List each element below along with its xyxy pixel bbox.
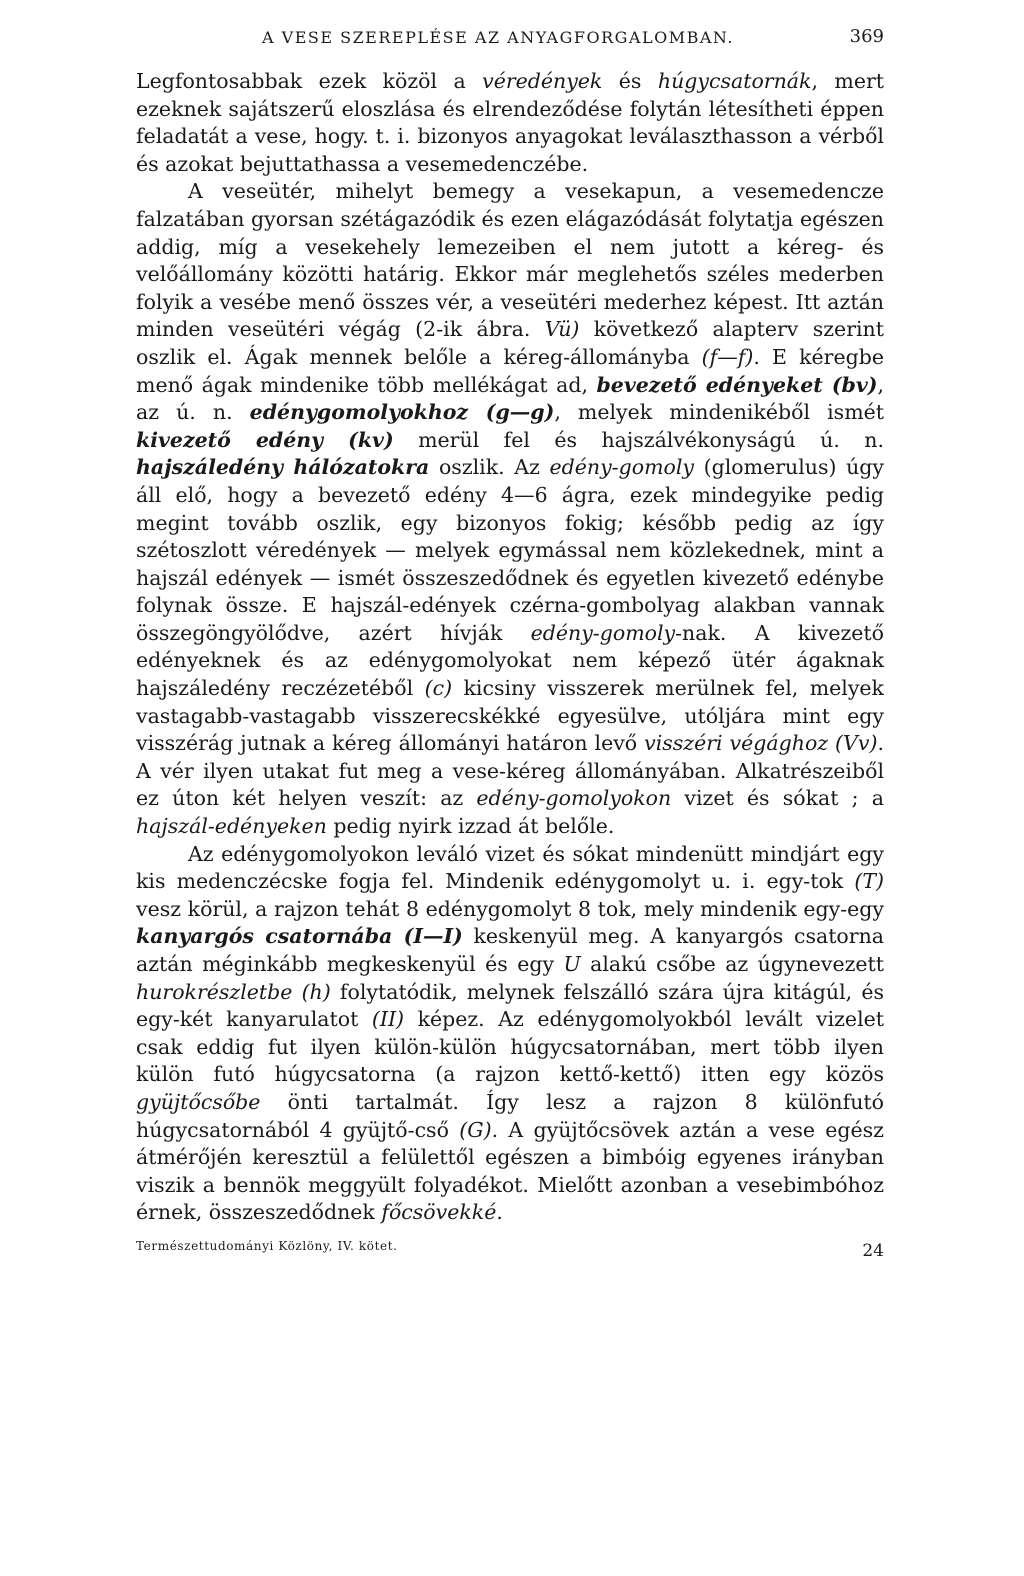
text-run: Legfontosabbak ezek közöl a xyxy=(136,69,483,93)
running-head: A VESE SZEREPLÉSE AZ ANYAGFORGALOMBAN. xyxy=(262,28,734,47)
text-run: vizet és sókat ; a xyxy=(671,786,885,811)
paragraph-3 xyxy=(136,841,884,1227)
page-number: 369 xyxy=(849,26,884,47)
text-run: , melyek mindenikéből ismét xyxy=(554,400,884,425)
paragraph-1 xyxy=(136,68,884,178)
italic-term: edénygomolyokhoz (g—g) xyxy=(249,400,555,425)
page-header xyxy=(136,24,884,68)
text-run: A veseütér, mihelyt bemegy a vesekapun, a vesemedencze falzatában gyorsan szétágazódik és ezen elágazódását folytatja egészen addig, míg a vesekehely lemezeiben el nem jutott a kéreg- és velőállomány közötti határig. Ekkor már meglehetős széles mederben folyik a vesébe menő összes vér, a veseütéri mederhez képest. Itt aztán minden veseütéri végág (2-ik ábra. xyxy=(136,179,884,342)
italic-term: hajszál-edényeken xyxy=(136,814,327,839)
italic-term: (T) xyxy=(854,869,884,894)
italic-term: húgycsatornák xyxy=(657,69,812,93)
text-run: és xyxy=(602,69,658,93)
text-run: . E kéregbe menő ágak mindenike több mellékágat ad, xyxy=(136,344,884,397)
text-run: , az ú. n. xyxy=(136,372,884,425)
italic-term: gyüjtőcsőbe xyxy=(136,1089,261,1114)
text-run: (glomerulus) úgy áll elő, hogy a bevezető edény 4—6 ágra, ezek mindegyike pedig megint tovább oszlik, egy bizonyos fokig; később pedig az így szétoszlott véredények — melyek egymással nem közlekednek, mint a hajszál edények — ismét összeszedődnek és egyetlen kivezető edénybe folynak össze. E hajszál-edények czérna-gombolyag alakban vannak összegöngyölődve, azért hívják xyxy=(136,455,885,645)
body-text xyxy=(136,68,884,1227)
italic-term: bevezető edényeket (bv) xyxy=(596,372,878,397)
signature-mark: 24 xyxy=(862,1240,884,1261)
text-run: folytatódik, melynek felszálló szára újra kitágúl, és egy-két kanyarulatot xyxy=(136,979,884,1032)
text-run: Az edénygomolyokon leváló vizet és sókat mindenütt mindjárt egy kis medenczécske fogja fel. Mindenik edénygomolyt u. i. egy-tok xyxy=(136,841,884,894)
italic-term: hajszáledény hálózatokra xyxy=(136,455,430,480)
italic-term: főcsövekké. xyxy=(381,1200,503,1225)
italic-term: hurokrészletbe (h) xyxy=(136,979,331,1004)
text-run: . A vér ilyen utakat fut meg a vese-kéreg állományában. Alkatrészeiből ez úton két helyen veszít: az xyxy=(136,731,884,811)
text-run: -nak. A kivezető edényeknek és az edénygomolyokat nem képező ütér ágaknak hajszáledény reczézetéből xyxy=(136,620,884,701)
text-run: vesz körül, a rajzon tehát 8 edénygomolyt 8 tok, mely mindenik egy-egy xyxy=(136,896,884,921)
italic-term: edény-gomoly xyxy=(530,620,676,645)
italic-term: U xyxy=(563,952,581,976)
italic-term: visszéri végághoz (Vv) xyxy=(644,731,878,756)
text-run: merül fel és hajszálvékonyságú ú. n. xyxy=(393,427,885,452)
text-run: következő alapterv szerint oszlik el. Ágak mennek belőle a kéreg-állományba xyxy=(136,317,884,369)
journal-footnote: Természettudományi Közlöny, IV. kötet. xyxy=(136,1238,398,1253)
italic-term: Vü) xyxy=(544,317,580,342)
italic-term: kanyargós csatornába (I—I) xyxy=(136,924,463,949)
text-run: pedig nyirk izzad át belőle. xyxy=(326,814,615,839)
text-run: , mert ezeknek sajátszerű eloszlása és elrendeződése folytán létesítheti éppen feladatát a vese, hogy. t. i. bizonyos anyagokat leválaszthasson a vérből és azokat bejuttathassa a vesemedenczébe. xyxy=(136,69,884,176)
italic-term: (G) xyxy=(459,1117,492,1142)
italic-term: véredények xyxy=(482,69,603,93)
text-run: . A gyüjtőcsövek aztán a vese egész átmérőjén keresztül a felülettől egészen a bimbóig egyenes irányban viszik a bennök meggyült folyadékot. Mielőtt azonban a vesebimbóhoz érnek, összeszedődnek xyxy=(136,1117,884,1225)
text-run: keskenyül meg. A kanyargós csatorna aztán méginkább megkeskenyül és egy xyxy=(136,924,884,976)
italic-term: edény-gomolyokon xyxy=(476,786,672,811)
paragraph-2 xyxy=(136,178,884,840)
italic-term: (II) xyxy=(371,1007,405,1032)
text-run: képez. Az edénygomolyokból levált vizelet csak eddig fut ilyen külön-külön húgycsatornában, mert több ilyen külön futó húgycsatorna (a rajzon kettő-kettő) itten egy közös xyxy=(136,1007,884,1087)
italic-term: edény-gomoly xyxy=(549,455,694,480)
page-footer xyxy=(136,1233,884,1263)
page xyxy=(136,24,884,1263)
italic-term: (c) xyxy=(424,676,453,701)
text-run: kicsiny visszerek merülnek fel, melyek vastagabb-vastagabb visszerecskékké egyesülve, utóljára mint egy visszérág jutnak a kéreg állományi határon levő xyxy=(136,676,884,756)
italic-term: kivezető edény (kv) xyxy=(136,427,394,452)
text-run: alakú csőbe az úgynevezett xyxy=(580,952,884,976)
text-run: oszlik. Az xyxy=(429,455,550,480)
text-run: önti tartalmát. Így lesz a rajzon 8 különfutó húgycsatornából 4 gyüjtő-cső xyxy=(136,1089,884,1142)
italic-term: (f—f) xyxy=(701,344,754,369)
